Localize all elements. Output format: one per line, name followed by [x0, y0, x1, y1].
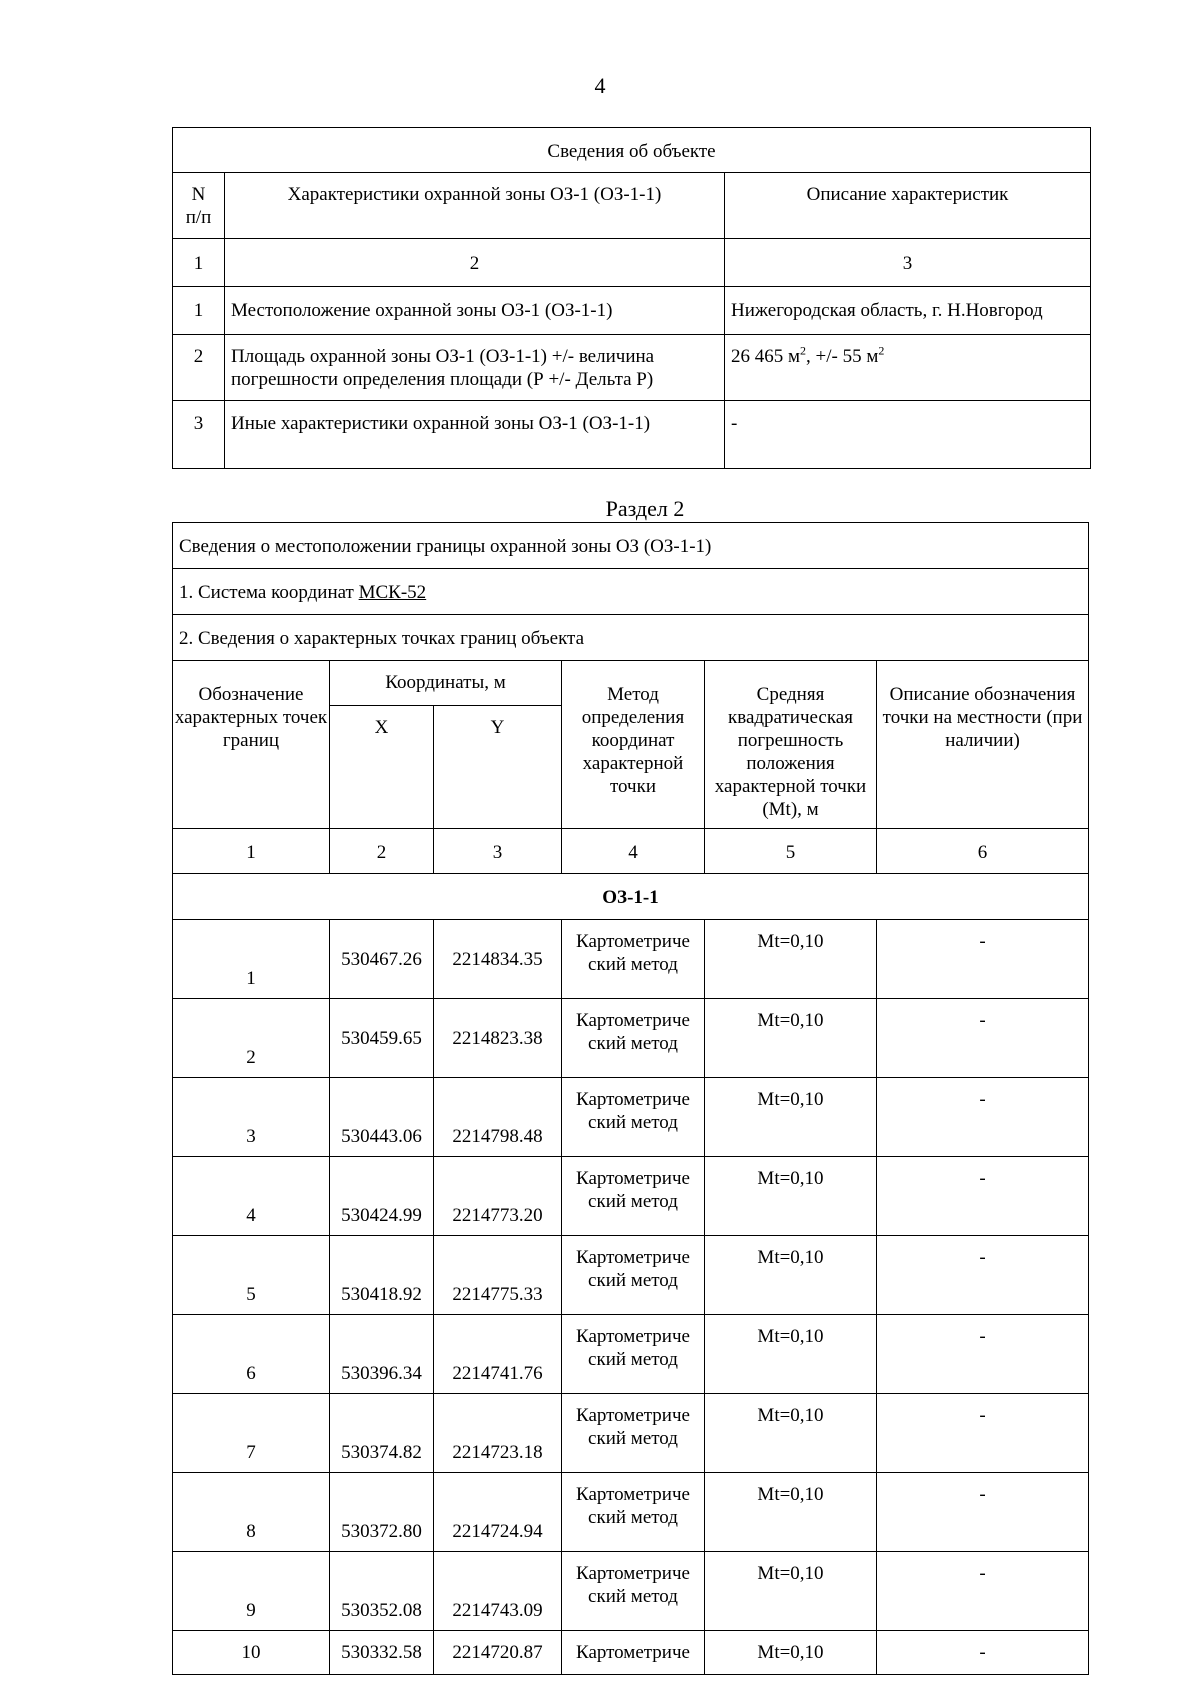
x-header: X	[330, 706, 434, 829]
point-x: 530352.08	[330, 1552, 434, 1631]
area-unit-sup: 2	[800, 343, 807, 358]
point-x: 530418.92	[330, 1236, 434, 1315]
point-x: 530372.80	[330, 1473, 434, 1552]
coordinate-system-name: МСК-52	[358, 582, 427, 603]
coordinate-system	[173, 569, 1089, 615]
table-row	[173, 999, 1089, 1078]
method-line-1: Картометриче	[576, 931, 690, 952]
point-method	[562, 1315, 705, 1394]
method-line-1: Картометриче	[576, 1089, 690, 1110]
error-header: Средняя квадратическая погрешность положения характерной точки (Mt), м	[705, 661, 877, 829]
point-error: Mt=0,10	[705, 1157, 877, 1236]
point-error: Mt=0,10	[705, 1552, 877, 1631]
table-row	[173, 1236, 1089, 1315]
point-method	[562, 1473, 705, 1552]
method-line-1: Картометриче	[576, 1405, 690, 1426]
point-method	[562, 1236, 705, 1315]
point-method	[562, 1157, 705, 1236]
method-line-1: Картометриче	[576, 1484, 690, 1505]
area-value: 26 465 м	[731, 346, 801, 367]
row-description	[725, 335, 1091, 401]
table-row	[173, 1552, 1089, 1631]
point-y: 2214798.48	[434, 1078, 562, 1157]
row-description: Нижегородская область, г. Н.Новгород	[725, 287, 1091, 335]
table-row	[173, 1157, 1089, 1236]
point-method	[562, 1552, 705, 1631]
method-line-2: ский метод	[588, 1586, 678, 1607]
point-x: 530443.06	[330, 1078, 434, 1157]
point-x: 530396.34	[330, 1315, 434, 1394]
point-method: Картометриче	[562, 1631, 705, 1675]
point-error: Mt=0,10	[705, 1078, 877, 1157]
point-description: -	[877, 1631, 1089, 1675]
col-number: 4	[562, 829, 705, 874]
point-y: 2214823.38	[434, 999, 562, 1078]
point-x: 530467.26	[330, 920, 434, 999]
point-method	[562, 920, 705, 999]
point-error: Mt=0,10	[705, 1394, 877, 1473]
point-y: 2214720.87	[434, 1631, 562, 1675]
col-number: 2	[330, 829, 434, 874]
col-desc-header: Описание характеристик	[725, 173, 1091, 239]
point-description: -	[877, 920, 1089, 999]
method-line-2: ский метод	[588, 1112, 678, 1133]
col-number: 2	[225, 239, 725, 287]
table-row	[173, 401, 1091, 469]
col-num-header: N п/п	[173, 173, 225, 239]
method-line-2: ский метод	[588, 1270, 678, 1291]
method-line-1: Картометриче	[576, 1168, 690, 1189]
point-method	[562, 1078, 705, 1157]
point-description: -	[877, 1394, 1089, 1473]
point-y: 2214775.33	[434, 1236, 562, 1315]
col-number: 6	[877, 829, 1089, 874]
point-description: -	[877, 1315, 1089, 1394]
point-number: 4	[173, 1157, 330, 1236]
method-line-2: ский метод	[588, 1428, 678, 1449]
point-number: 10	[173, 1631, 330, 1675]
point-y: 2214724.94	[434, 1473, 562, 1552]
point-error: Mt=0,10	[705, 1631, 877, 1675]
error-unit-sup: 2	[878, 343, 885, 358]
point-number: 7	[173, 1394, 330, 1473]
point-description: -	[877, 1236, 1089, 1315]
zone-label: ОЗ-1-1	[173, 874, 1089, 920]
col-number: 1	[173, 239, 225, 287]
method-header: Метод определения координат характерной точки	[562, 661, 705, 829]
point-number: 1	[173, 920, 330, 999]
method-line-2: ский метод	[588, 954, 678, 975]
object-info-title: Сведения об объекте	[173, 128, 1091, 173]
point-y: 2214773.20	[434, 1157, 562, 1236]
boundary-points-table	[172, 522, 1089, 1675]
point-error: Mt=0,10	[705, 920, 877, 999]
method-line-2: ский метод	[588, 1349, 678, 1370]
point-error: Mt=0,10	[705, 1236, 877, 1315]
point-number: 5	[173, 1236, 330, 1315]
coordinate-system-prefix: 1. Система координат	[179, 582, 359, 603]
point-y: 2214741.76	[434, 1315, 562, 1394]
point-number: 2	[173, 999, 330, 1078]
col-char-header: Характеристики охранной зоны ОЗ-1 (ОЗ-1-1)	[225, 173, 725, 239]
col-number: 1	[173, 829, 330, 874]
page-number: 4	[594, 73, 606, 98]
point-description: -	[877, 1157, 1089, 1236]
point-description: -	[877, 1473, 1089, 1552]
y-header: Y	[434, 706, 562, 829]
description-header: Описание обозначения точки на местности (при наличии)	[877, 661, 1089, 829]
point-number: 3	[173, 1078, 330, 1157]
object-info-table	[172, 127, 1091, 469]
table-row	[173, 1315, 1089, 1394]
point-x: 530332.58	[330, 1631, 434, 1675]
table-row	[173, 920, 1089, 999]
point-error: Mt=0,10	[705, 1315, 877, 1394]
point-x: 530424.99	[330, 1157, 434, 1236]
point-number: 8	[173, 1473, 330, 1552]
row-number: 1	[173, 287, 225, 335]
method-line-1: Картометриче	[576, 1563, 690, 1584]
method-line-1: Картометриче	[576, 1247, 690, 1268]
coordinates-header: Координаты, м	[330, 661, 562, 706]
method-line-1: Картометриче	[576, 1326, 690, 1347]
row-number: 2	[173, 335, 225, 401]
table-row	[173, 1631, 1089, 1675]
col-number: 3	[434, 829, 562, 874]
point-method	[562, 999, 705, 1078]
designation-header: Обозначение характерных точек границ	[173, 661, 330, 829]
method-line-1: Картометриче	[576, 1010, 690, 1031]
area-error: , +/- 55 м	[806, 346, 879, 367]
point-description: -	[877, 1078, 1089, 1157]
row-characteristic: Местоположение охранной зоны ОЗ-1 (ОЗ-1-1)	[225, 287, 725, 335]
point-method	[562, 1394, 705, 1473]
point-x: 530459.65	[330, 999, 434, 1078]
points-title: 2. Сведения о характерных точках границ объекта	[173, 615, 1089, 661]
table-row	[173, 287, 1091, 335]
point-error: Mt=0,10	[705, 999, 877, 1078]
boundary-title: Сведения о местоположении границы охранной зоны ОЗ (ОЗ-1-1)	[173, 523, 1089, 569]
method-line-2: ский метод	[588, 1033, 678, 1054]
table-row	[173, 1394, 1089, 1473]
point-error: Mt=0,10	[705, 1473, 877, 1552]
point-x: 530374.82	[330, 1394, 434, 1473]
point-description: -	[877, 999, 1089, 1078]
table-row	[173, 1078, 1089, 1157]
section-title: Раздел 2	[605, 496, 685, 521]
point-y: 2214834.35	[434, 920, 562, 999]
point-number: 6	[173, 1315, 330, 1394]
point-y: 2214743.09	[434, 1552, 562, 1631]
point-y: 2214723.18	[434, 1394, 562, 1473]
row-characteristic: Иные характеристики охранной зоны ОЗ-1 (ОЗ-1-1)	[225, 401, 725, 469]
col-number: 3	[725, 239, 1091, 287]
point-number: 9	[173, 1552, 330, 1631]
row-characteristic: Площадь охранной зоны ОЗ-1 (ОЗ-1-1) +/- величина погрешности определения площади (Р +/- Дельта Р)	[225, 335, 725, 401]
col-number: 5	[705, 829, 877, 874]
row-number: 3	[173, 401, 225, 469]
table-row	[173, 1473, 1089, 1552]
table-row	[173, 335, 1091, 401]
row-description: -	[725, 401, 1091, 469]
method-line-2: ский метод	[588, 1191, 678, 1212]
method-line-2: ский метод	[588, 1507, 678, 1528]
point-description: -	[877, 1552, 1089, 1631]
